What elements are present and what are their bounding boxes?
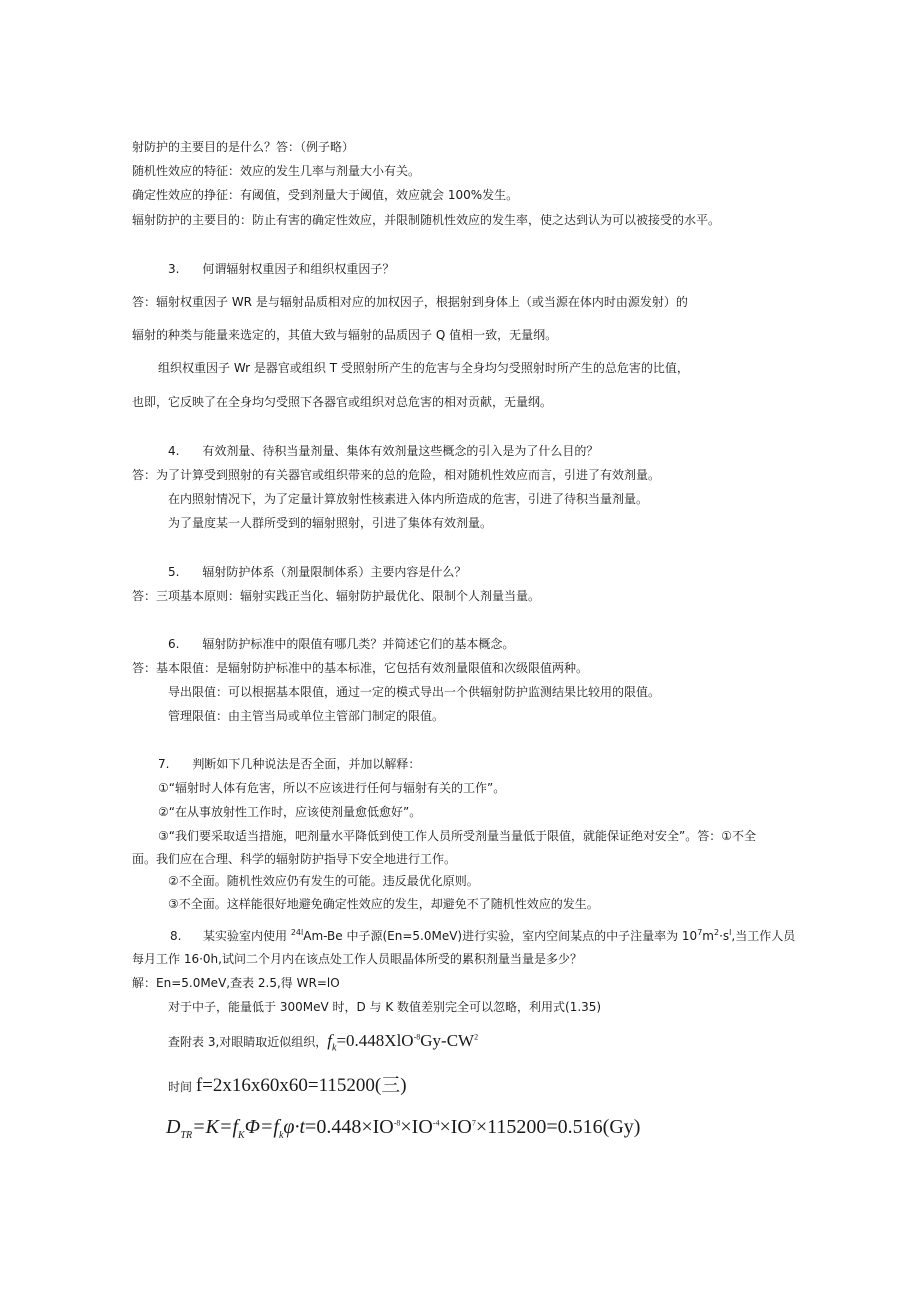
text-line: 随机性效应的特征：效应的发生几率与剂量大小有关。: [132, 164, 421, 178]
text-line: 也即，它反映了在全身均匀受照下各器官或组织对总危害的相对贡献，无量纲。: [132, 395, 553, 409]
text-line: 面。我们应在合理、科学的辐射防护指导下安全地进行工作。: [132, 852, 457, 866]
formula-kerma-factor: 查附表 3,对眼睛取近似组织，$f_k=0.448XlO^{-8}Gy-CW^2$: [168, 1031, 479, 1054]
text-line: 辐射防护的主要目的：防止有害的确定性效应，并限制随机性效应的发生率，使之达到认为可以被接受的水平。: [132, 213, 721, 227]
text-line: 导出限值：可以根据基本限值，通过一定的模式导出一个供辐射防护监测结果比较用的限值。: [168, 685, 661, 699]
text-line: ②不全面。随机性效应仍有发生的可能。违反最优化原则。: [168, 874, 479, 888]
text-line: 确定性效应的挣征：有阈值，受到剂量大于阈值，效应就会 100%发生。: [132, 188, 519, 202]
formula-dose: $D_{TR}=K=f_K\Phi=f_k\varphi\cdot t=0.448\times IO^{-8}\times IO^{-4}\times IO^7\times 115200=0.516(Gy)$: [166, 1116, 641, 1141]
text-line: 组织权重因子 Wr 是器官或组织 T 受照射所产生的危害与全身均匀受照射时所产生的总危害的比值，: [158, 361, 689, 375]
text-line: 射防护的主要目的是什么？答：（例子略）: [132, 140, 355, 154]
formula-time: 时间 f=2x16x60x60=115200(三): [168, 1075, 407, 1096]
question-heading: 3. 何谓辐射权重因子和组织权重因子？: [168, 262, 395, 276]
text-line: 答：辐射权重因子 WR 是与辐射品质相对应的加权因子，根据射到身体上（或当源在体内时由源发射）的: [132, 295, 688, 309]
text-line: ②“在从事放射性工作时，应该使剂量愈低愈好”。: [158, 805, 422, 819]
text-line: 答：基本限值：是辐射防护标准中的基本标准，它包括有效剂量限值和次级限值两种。: [132, 661, 589, 675]
text-line: ③不全面。这样能很好地避免确定性效应的发生，却避免不了随机性效应的发生。: [168, 897, 599, 911]
solution-line: 解：En=5.0MeV,查表 2.5,得 WR=lO: [132, 976, 340, 990]
text-line: 每月工作 16·0h,试问二个月内在该点处工作人员眼晶体所受的累积剂量当量是多少？: [132, 952, 582, 966]
question-heading: 6. 辐射防护标准中的限值有哪几类？并简述它们的基本概念。: [168, 637, 515, 651]
question-heading: 4. 有效剂量、待积当量剂量、集体有效剂量这些概念的引入是为了什么目的？: [168, 444, 599, 458]
text-line: 为了量度某一人群所受到的辐射照射，引进了集体有效剂量。: [168, 516, 493, 530]
question-text: 某实验室内使用 $^{24l}$Am-Be 中子源(En=5.0MeV)进行实验，室内空间某点的中子注量率为 $10^7m^2\cdot s^l$,当工作人员: [203, 928, 796, 943]
text-line: 答：为了计算受到照射的有关器官或组织带来的总的危险，相对随机性效应而言，引进了有效剂量。: [132, 468, 661, 482]
question-number: 8.: [170, 929, 182, 943]
text-line: 管理限值：由主管当局或单位主管部门制定的限值。: [168, 709, 445, 723]
text-line: 对于中子，能量低于 300MeV 时，D 与 K 数值差别完全可以忽略，利用式(1.35): [168, 1000, 602, 1014]
text-line: 辐射的种类与能量来选定的，其值大致与辐射的品质因子 Q 值相一致，无量纲。: [132, 328, 558, 342]
text-line: 答：三项基本原则：辐射实践正当化、辐射防护最优化、限制个人剂量当量。: [132, 589, 541, 603]
question-heading: 5. 辐射防护体系（剂量限制体系）主要内容是什么？: [168, 565, 467, 579]
text-line: ①“辐射时人体有危害，所以不应该进行任何与辐射有关的工作”。: [158, 781, 506, 795]
text-line: ③“我们要采取适当措施，吧剂量水平降低到使工作人员所受剂量当量低于限值，就能保证绝对安全”。答：①不全: [158, 829, 756, 843]
text-line: 在内照射情况下，为了定量计算放射性核素进入体内所造成的危害，引进了待积当量剂量。: [168, 492, 649, 506]
question-heading: 7. 判断如下几种说法是否全面，并加以解释：: [158, 757, 421, 771]
